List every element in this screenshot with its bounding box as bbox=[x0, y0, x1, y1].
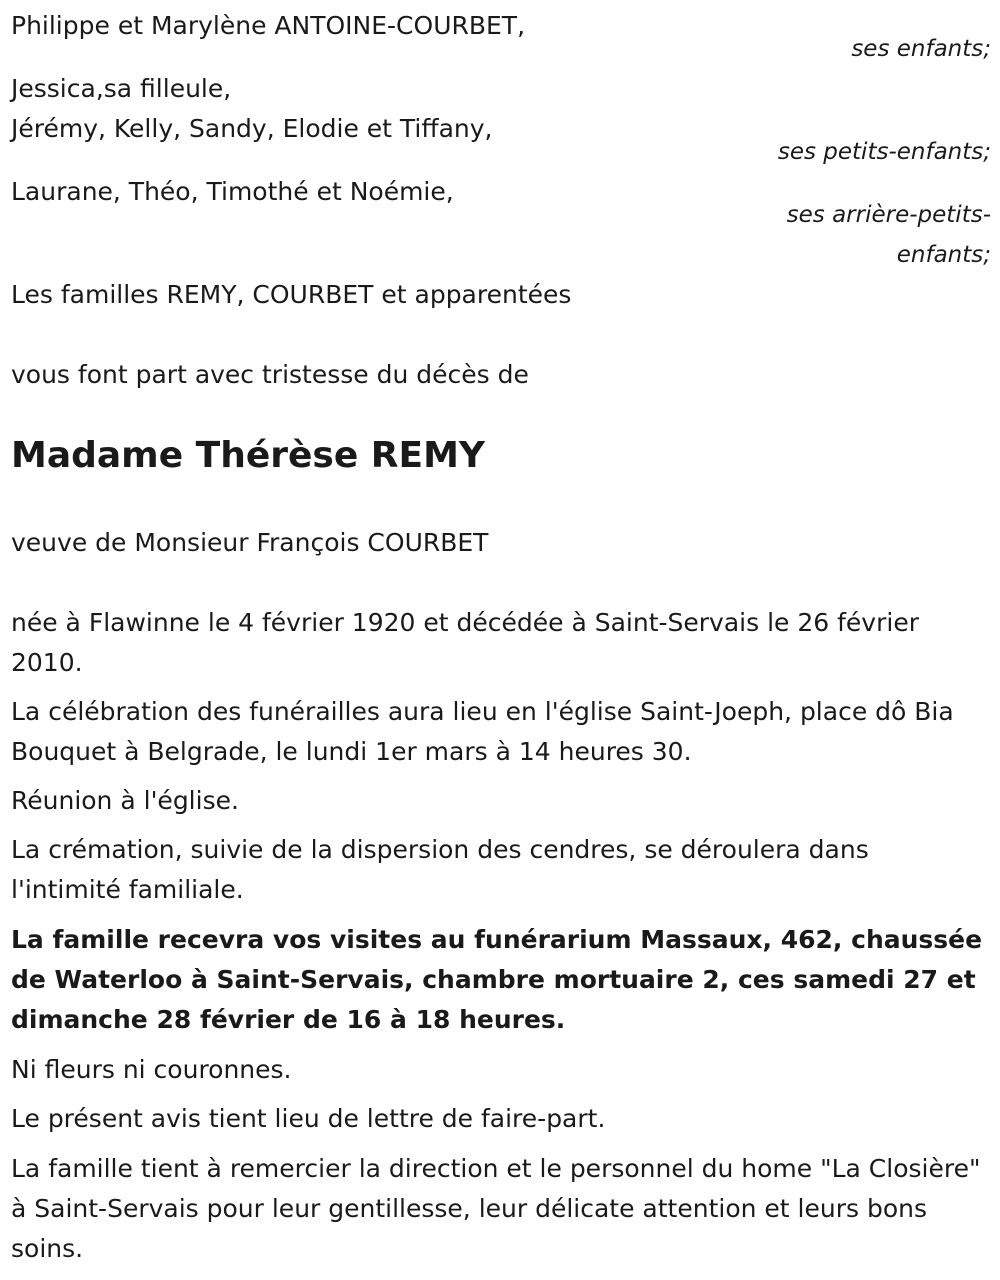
great-grandchildren-names: Laurane, Théo, Timothé et Noémie, bbox=[11, 177, 454, 206]
no-flowers-paragraph: Ni fleurs ni couronnes. bbox=[11, 1055, 292, 1084]
grandchildren-role: ses petits-enfants; bbox=[777, 139, 991, 165]
visits-paragraph: La famille recevra vos visites au funérarium Massaux, 462, chaussée de Waterloo à Saint-Servais, chambre mortuaire 2, ces samedi 27 et dimanche 28 février de 16 à 18 heures. bbox=[11, 925, 983, 1034]
children-role: ses enfants; bbox=[851, 36, 991, 62]
widow-of-line: veuve de Monsieur François COURBET bbox=[11, 528, 489, 557]
children-names: Philippe et Marylène ANTOINE-COURBET, bbox=[11, 11, 526, 40]
grandchildren-names: Jérémy, Kelly, Sandy, Elodie et Tiffany, bbox=[11, 114, 493, 143]
announcement-intro: vous font part avec tristesse du décès de bbox=[11, 360, 529, 389]
families-line: Les familles REMY, COURBET et apparentées bbox=[11, 280, 572, 309]
birth-death-paragraph: née à Flawinne le 4 février 1920 et décédée à Saint-Servais le 26 février 2010. bbox=[11, 608, 919, 677]
cremation-paragraph: La crémation, suivie de la dispersion des cendres, se déroulera dans l'intimité familiale. bbox=[11, 835, 869, 904]
thanks-paragraph: La famille tient à remercier la direction et le personnel du home "La Closière" à Saint-Servais pour leur gentillesse, leur délicate attention et leurs bons soins. bbox=[11, 1154, 981, 1263]
notice-paragraph: Le présent avis tient lieu de lettre de faire-part. bbox=[11, 1104, 606, 1133]
great-grandchildren-role-line1: ses arrière-petits- bbox=[786, 202, 991, 228]
meeting-paragraph: Réunion à l'église. bbox=[11, 786, 239, 815]
great-grandchildren-role-line2: enfants; bbox=[896, 242, 991, 268]
goddaughter-line: Jessica,sa filleule, bbox=[11, 74, 232, 103]
ceremony-paragraph: La célébration des funérailles aura lieu en l'église Saint-Joeph, place dô Bia Bouquet à Belgrade, le lundi 1er mars à 14 heures 30. bbox=[11, 697, 954, 766]
deceased-name: Madame Thérèse REMY bbox=[11, 435, 485, 476]
